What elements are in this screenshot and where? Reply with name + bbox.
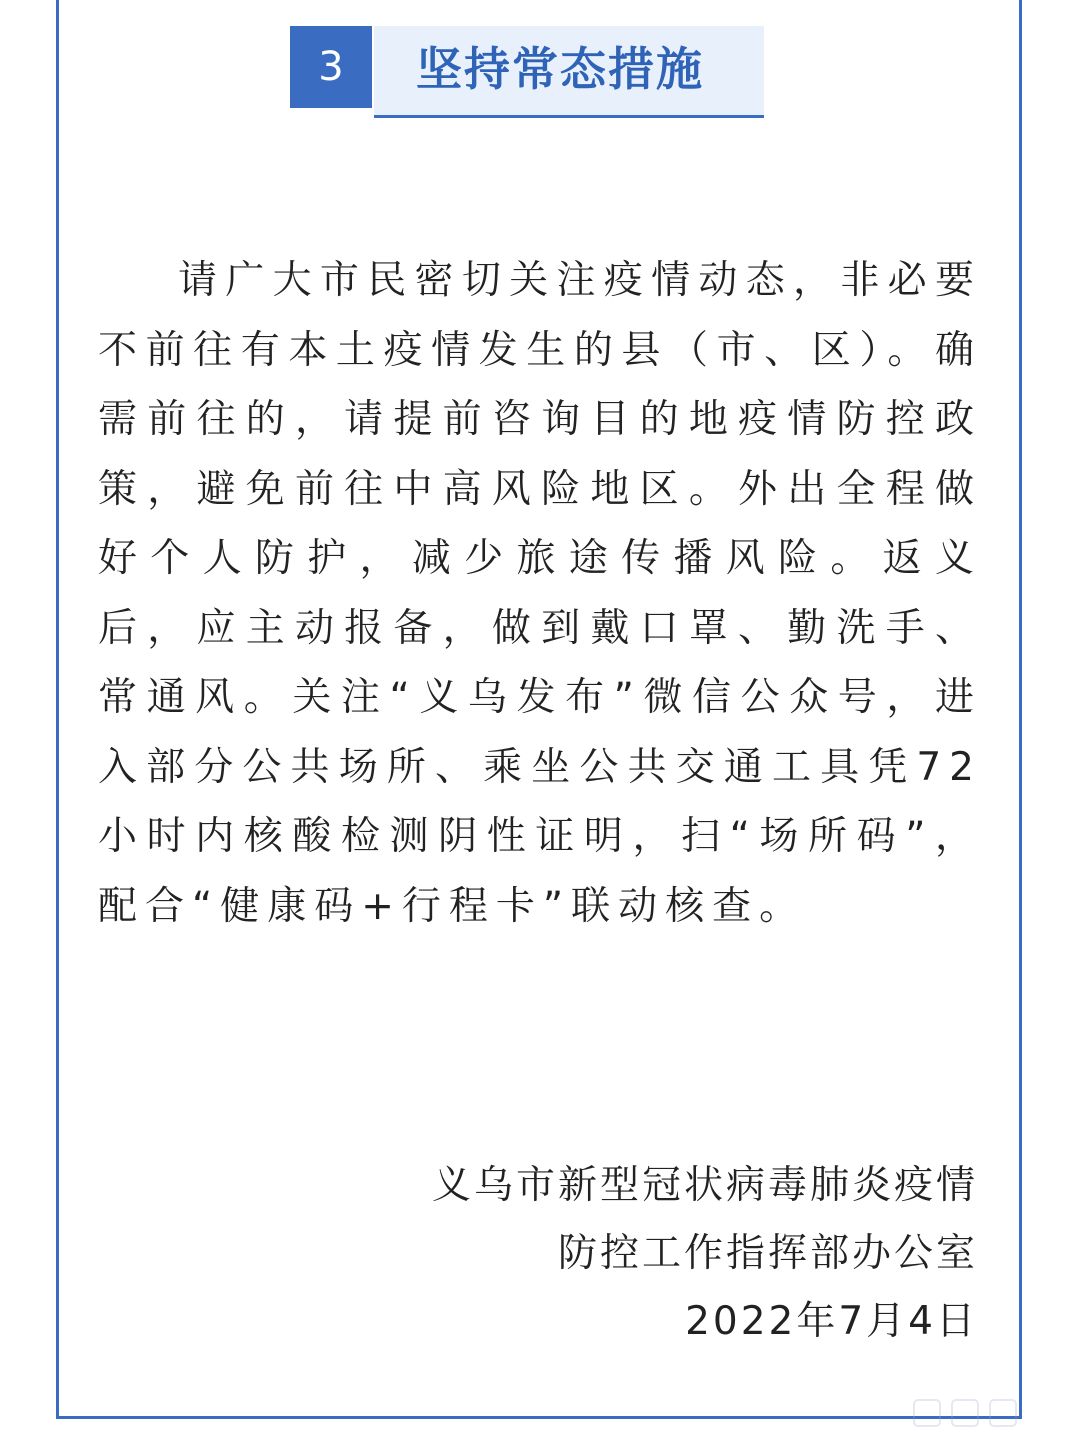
body-paragraph: 请广大市民密切关注疫情动态，非必要不前往有本土疫情发生的县（市、区）。确需前往的，请提前咨询目的地疫情防控政策，避免前往中高风险地区。外出全程做好个人防护，减少旅途传播风险。返义后，应主动报备，做到戴口罩、勤洗手、常通风。关注“义乌发布”微信公众号，进入部分公共场所、乘坐公共交通工具凭72小时内核酸检测阴性证明，扫“场所码”，配合“健康码+行程卡”联动核查。: [98, 258, 982, 929]
watermark-logo: [912, 1396, 1022, 1430]
signature-block: [432, 1152, 978, 1356]
signature-org-line1: 义乌市新型冠状病毒肺炎疫情: [431, 1163, 978, 1208]
signature-date: 2022年7月4日: [685, 1299, 978, 1344]
section-title: 坚持常态措施: [374, 26, 764, 118]
section-header: [290, 26, 766, 124]
signature-org-line2: 防控工作指挥部办公室: [557, 1231, 978, 1276]
section-number: 3: [290, 26, 372, 108]
